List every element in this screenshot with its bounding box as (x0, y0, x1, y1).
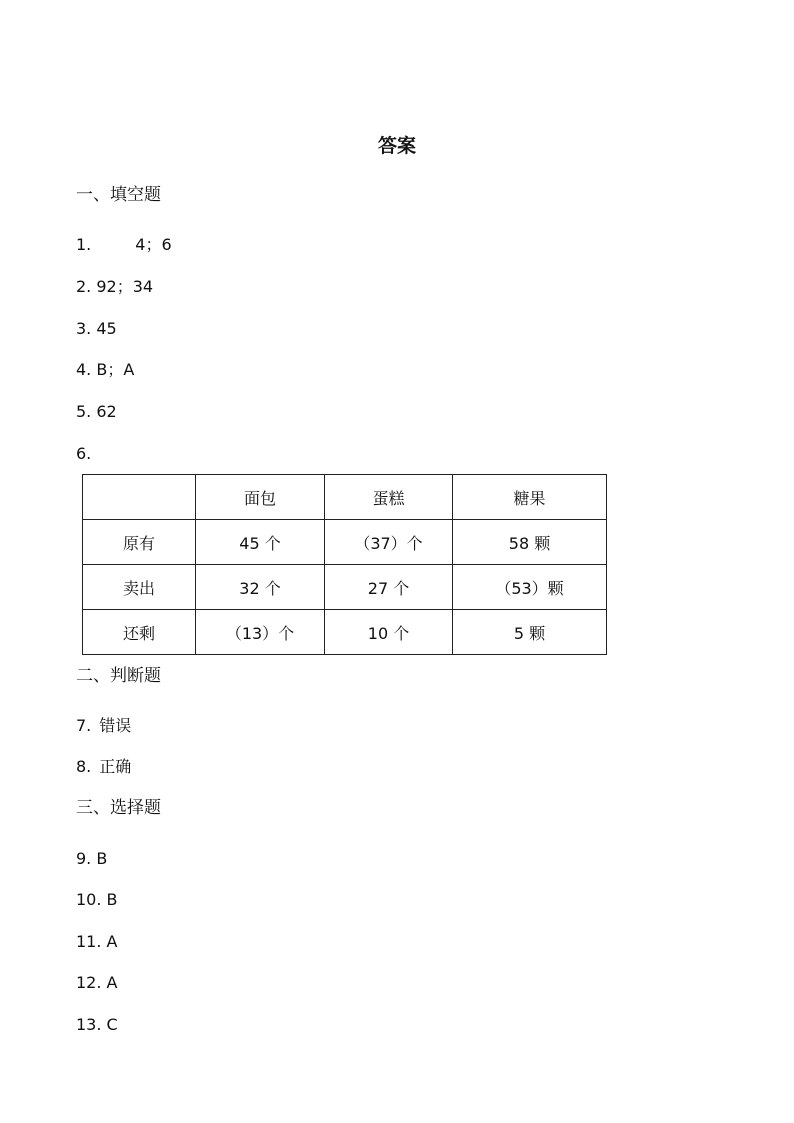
item-answer: 错误 (99, 716, 132, 735)
section-heading-true-false: 二、判断题 (76, 666, 161, 686)
table-cell: 卖出 (83, 565, 196, 610)
sales-table (82, 474, 607, 655)
table-row (83, 610, 607, 655)
item-number: 13. (76, 1015, 102, 1034)
answer-item-12 (76, 972, 118, 994)
answer-item-9 (76, 848, 107, 870)
answer-item-3 (76, 318, 117, 340)
answer-item-11 (76, 931, 118, 953)
item-number: 12. (76, 973, 102, 992)
table-cell: 32 个 (196, 565, 325, 610)
table-header-cell: 面包 (196, 475, 325, 520)
item-number: 11. (76, 932, 102, 951)
item-answer: 45 (96, 319, 117, 338)
item-answer: B (106, 890, 118, 909)
table-cell: 10 个 (325, 610, 453, 655)
item-answer: 4；6 (135, 235, 172, 254)
table-row (83, 565, 607, 610)
item-answer: 92；34 (96, 277, 154, 296)
table-cell: 45 个 (196, 520, 325, 565)
table-header-cell (83, 475, 196, 520)
answer-item-13 (76, 1014, 118, 1036)
answer-item-2 (76, 276, 153, 298)
item-number: 1. (76, 235, 92, 254)
table-header-row (83, 475, 607, 520)
table-cell: 还剩 (83, 610, 196, 655)
item-answer: B；A (96, 360, 135, 379)
item-answer: 正确 (99, 757, 132, 776)
table-cell: （53）颗 (453, 565, 607, 610)
answer-item-1 (76, 234, 172, 256)
answer-item-8 (76, 756, 131, 778)
table-row (83, 520, 607, 565)
table-header-cell: 蛋糕 (325, 475, 453, 520)
item-number: 10. (76, 890, 102, 909)
item-number: 8. (76, 757, 92, 776)
table-cell: 原有 (83, 520, 196, 565)
table-cell: （37）个 (325, 520, 453, 565)
table-header-cell: 糖果 (453, 475, 607, 520)
item-answer: B (96, 849, 108, 868)
item-number: 6. (76, 444, 92, 463)
item-number: 3. (76, 319, 92, 338)
item-number: 2. (76, 277, 92, 296)
item-number: 5. (76, 402, 92, 421)
item-answer: A (106, 973, 118, 992)
table-cell: （13）个 (196, 610, 325, 655)
table-cell: 5 颗 (453, 610, 607, 655)
table-cell: 58 颗 (453, 520, 607, 565)
section-heading-multiple-choice: 三、选择题 (76, 798, 161, 818)
answer-item-6 (76, 443, 91, 465)
item-answer: 62 (96, 402, 117, 421)
item-answer: A (106, 932, 118, 951)
answer-item-5 (76, 401, 117, 423)
item-answer: C (106, 1015, 118, 1034)
page-title: 答案 (377, 135, 416, 157)
item-number: 7. (76, 716, 92, 735)
answer-item-10 (76, 889, 118, 911)
item-number: 9. (76, 849, 92, 868)
item-number: 4. (76, 360, 92, 379)
answer-item-4 (76, 359, 134, 381)
table-cell: 27 个 (325, 565, 453, 610)
section-heading-fill-in: 一、填空题 (76, 185, 161, 205)
answer-item-7 (76, 715, 131, 737)
